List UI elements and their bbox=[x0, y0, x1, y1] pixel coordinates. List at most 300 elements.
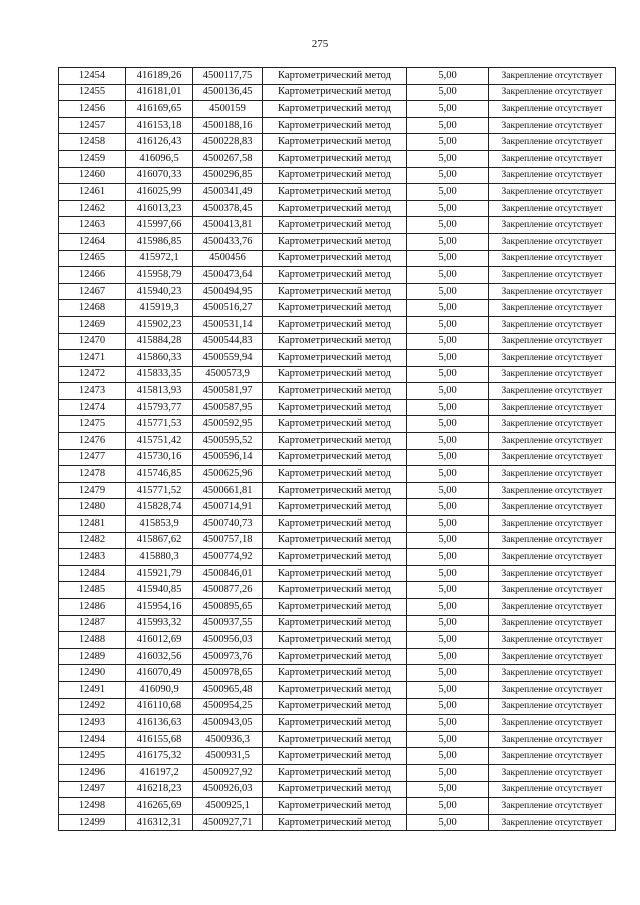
point-number-cell: 12466 bbox=[59, 267, 126, 284]
table-row bbox=[59, 217, 616, 234]
accuracy-cell: 5,00 bbox=[407, 499, 489, 516]
point-number-cell: 12481 bbox=[59, 516, 126, 533]
method-cell: Картометрический метод bbox=[263, 200, 407, 217]
y-coordinate-cell: 4500267,58 bbox=[193, 150, 263, 167]
x-coordinate-cell: 415828,74 bbox=[126, 499, 193, 516]
y-coordinate-cell: 4500136,45 bbox=[193, 84, 263, 101]
x-coordinate-cell: 415940,23 bbox=[126, 283, 193, 300]
table-row bbox=[59, 715, 616, 732]
method-cell: Картометрический метод bbox=[263, 383, 407, 400]
table-row bbox=[59, 582, 616, 599]
point-number-cell: 12490 bbox=[59, 665, 126, 682]
y-coordinate-cell: 4500188,16 bbox=[193, 117, 263, 134]
y-coordinate-cell: 4500931,5 bbox=[193, 748, 263, 765]
point-number-cell: 12485 bbox=[59, 582, 126, 599]
x-coordinate-cell: 416126,43 bbox=[126, 134, 193, 151]
y-coordinate-cell: 4500544,83 bbox=[193, 333, 263, 350]
y-coordinate-cell: 4500877,26 bbox=[193, 582, 263, 599]
point-number-cell: 12472 bbox=[59, 366, 126, 383]
accuracy-cell: 5,00 bbox=[407, 748, 489, 765]
point-number-cell: 12454 bbox=[59, 68, 126, 85]
fixing-description-cell: Закрепление отсутствует bbox=[489, 350, 616, 367]
accuracy-cell: 5,00 bbox=[407, 233, 489, 250]
accuracy-cell: 5,00 bbox=[407, 466, 489, 483]
table-row bbox=[59, 134, 616, 151]
accuracy-cell: 5,00 bbox=[407, 764, 489, 781]
method-cell: Картометрический метод bbox=[263, 134, 407, 151]
method-cell: Картометрический метод bbox=[263, 748, 407, 765]
x-coordinate-cell: 415954,16 bbox=[126, 599, 193, 616]
point-number-cell: 12459 bbox=[59, 150, 126, 167]
x-coordinate-cell: 416189,26 bbox=[126, 68, 193, 85]
x-coordinate-cell: 415902,23 bbox=[126, 316, 193, 333]
fixing-description-cell: Закрепление отсутствует bbox=[489, 84, 616, 101]
accuracy-cell: 5,00 bbox=[407, 316, 489, 333]
point-number-cell: 12458 bbox=[59, 134, 126, 151]
fixing-description-cell: Закрепление отсутствует bbox=[489, 101, 616, 118]
y-coordinate-cell: 4500581,97 bbox=[193, 383, 263, 400]
point-number-cell: 12492 bbox=[59, 698, 126, 715]
method-cell: Картометрический метод bbox=[263, 698, 407, 715]
accuracy-cell: 5,00 bbox=[407, 117, 489, 134]
y-coordinate-cell: 4500228,83 bbox=[193, 134, 263, 151]
x-coordinate-cell: 416265,69 bbox=[126, 798, 193, 815]
table-row bbox=[59, 267, 616, 284]
fixing-description-cell: Закрепление отсутствует bbox=[489, 167, 616, 184]
x-coordinate-cell: 416175,32 bbox=[126, 748, 193, 765]
fixing-description-cell: Закрепление отсутствует bbox=[489, 748, 616, 765]
table-row bbox=[59, 449, 616, 466]
method-cell: Картометрический метод bbox=[263, 283, 407, 300]
table-row bbox=[59, 68, 616, 85]
method-cell: Картометрический метод bbox=[263, 150, 407, 167]
fixing-description-cell: Закрепление отсутствует bbox=[489, 150, 616, 167]
x-coordinate-cell: 415867,62 bbox=[126, 532, 193, 549]
table-row bbox=[59, 150, 616, 167]
point-number-cell: 12496 bbox=[59, 764, 126, 781]
y-coordinate-cell: 4500573,9 bbox=[193, 366, 263, 383]
fixing-description-cell: Закрепление отсутствует bbox=[489, 416, 616, 433]
accuracy-cell: 5,00 bbox=[407, 632, 489, 649]
y-coordinate-cell: 4500978,65 bbox=[193, 665, 263, 682]
fixing-description-cell: Закрепление отсутствует bbox=[489, 250, 616, 267]
point-number-cell: 12457 bbox=[59, 117, 126, 134]
fixing-description-cell: Закрепление отсутствует bbox=[489, 565, 616, 582]
method-cell: Картометрический метод bbox=[263, 333, 407, 350]
x-coordinate-cell: 415972,1 bbox=[126, 250, 193, 267]
method-cell: Картометрический метод bbox=[263, 101, 407, 118]
fixing-description-cell: Закрепление отсутствует bbox=[489, 184, 616, 201]
x-coordinate-cell: 415986,85 bbox=[126, 233, 193, 250]
method-cell: Картометрический метод bbox=[263, 781, 407, 798]
table-row bbox=[59, 565, 616, 582]
point-number-cell: 12474 bbox=[59, 399, 126, 416]
method-cell: Картометрический метод bbox=[263, 267, 407, 284]
point-number-cell: 12468 bbox=[59, 300, 126, 317]
method-cell: Картометрический метод bbox=[263, 250, 407, 267]
method-cell: Картометрический метод bbox=[263, 482, 407, 499]
accuracy-cell: 5,00 bbox=[407, 532, 489, 549]
fixing-description-cell: Закрепление отсутствует bbox=[489, 466, 616, 483]
point-number-cell: 12470 bbox=[59, 333, 126, 350]
x-coordinate-cell: 416013,23 bbox=[126, 200, 193, 217]
y-coordinate-cell: 4500965,48 bbox=[193, 681, 263, 698]
x-coordinate-cell: 415997,66 bbox=[126, 217, 193, 234]
table-row bbox=[59, 814, 616, 831]
table-row bbox=[59, 433, 616, 450]
table-row bbox=[59, 632, 616, 649]
y-coordinate-cell: 4500936,3 bbox=[193, 731, 263, 748]
point-number-cell: 12491 bbox=[59, 681, 126, 698]
point-number-cell: 12460 bbox=[59, 167, 126, 184]
y-coordinate-cell: 4500494,95 bbox=[193, 283, 263, 300]
x-coordinate-cell: 416218,23 bbox=[126, 781, 193, 798]
y-coordinate-cell: 4500587,95 bbox=[193, 399, 263, 416]
accuracy-cell: 5,00 bbox=[407, 516, 489, 533]
y-coordinate-cell: 4500531,14 bbox=[193, 316, 263, 333]
table-row bbox=[59, 698, 616, 715]
table-row bbox=[59, 233, 616, 250]
accuracy-cell: 5,00 bbox=[407, 582, 489, 599]
accuracy-cell: 5,00 bbox=[407, 433, 489, 450]
x-coordinate-cell: 416070,49 bbox=[126, 665, 193, 682]
table-row bbox=[59, 798, 616, 815]
accuracy-cell: 5,00 bbox=[407, 599, 489, 616]
x-coordinate-cell: 415860,33 bbox=[126, 350, 193, 367]
accuracy-cell: 5,00 bbox=[407, 184, 489, 201]
x-coordinate-cell: 416032,56 bbox=[126, 648, 193, 665]
accuracy-cell: 5,00 bbox=[407, 731, 489, 748]
y-coordinate-cell: 4500943,05 bbox=[193, 715, 263, 732]
accuracy-cell: 5,00 bbox=[407, 449, 489, 466]
x-coordinate-cell: 415921,79 bbox=[126, 565, 193, 582]
point-number-cell: 12480 bbox=[59, 499, 126, 516]
table-row bbox=[59, 681, 616, 698]
fixing-description-cell: Закрепление отсутствует bbox=[489, 814, 616, 831]
fixing-description-cell: Закрепление отсутствует bbox=[489, 233, 616, 250]
table-row bbox=[59, 532, 616, 549]
x-coordinate-cell: 415958,79 bbox=[126, 267, 193, 284]
fixing-description-cell: Закрепление отсутствует bbox=[489, 549, 616, 566]
y-coordinate-cell: 4500937,55 bbox=[193, 615, 263, 632]
coordinates-table bbox=[58, 67, 616, 831]
y-coordinate-cell: 4500846,01 bbox=[193, 565, 263, 582]
table-row bbox=[59, 383, 616, 400]
fixing-description-cell: Закрепление отсутствует bbox=[489, 648, 616, 665]
x-coordinate-cell: 416136,63 bbox=[126, 715, 193, 732]
point-number-cell: 12461 bbox=[59, 184, 126, 201]
y-coordinate-cell: 4500956,03 bbox=[193, 632, 263, 649]
fixing-description-cell: Закрепление отсутствует bbox=[489, 68, 616, 85]
page-number: 275 bbox=[311, 38, 329, 50]
table-row bbox=[59, 101, 616, 118]
accuracy-cell: 5,00 bbox=[407, 482, 489, 499]
method-cell: Картометрический метод bbox=[263, 665, 407, 682]
x-coordinate-cell: 415880,3 bbox=[126, 549, 193, 566]
point-number-cell: 12478 bbox=[59, 466, 126, 483]
accuracy-cell: 5,00 bbox=[407, 150, 489, 167]
table-row bbox=[59, 665, 616, 682]
y-coordinate-cell: 4500559,94 bbox=[193, 350, 263, 367]
fixing-description-cell: Закрепление отсутствует bbox=[489, 532, 616, 549]
accuracy-cell: 5,00 bbox=[407, 333, 489, 350]
y-coordinate-cell: 4500516,27 bbox=[193, 300, 263, 317]
table-row bbox=[59, 283, 616, 300]
method-cell: Картометрический метод bbox=[263, 68, 407, 85]
table-row bbox=[59, 731, 616, 748]
method-cell: Картометрический метод bbox=[263, 798, 407, 815]
table-row bbox=[59, 366, 616, 383]
method-cell: Картометрический метод bbox=[263, 532, 407, 549]
point-number-cell: 12489 bbox=[59, 648, 126, 665]
y-coordinate-cell: 4500413,81 bbox=[193, 217, 263, 234]
x-coordinate-cell: 416090,9 bbox=[126, 681, 193, 698]
accuracy-cell: 5,00 bbox=[407, 134, 489, 151]
point-number-cell: 12471 bbox=[59, 350, 126, 367]
method-cell: Картометрический метод bbox=[263, 731, 407, 748]
x-coordinate-cell: 415940,85 bbox=[126, 582, 193, 599]
table-row bbox=[59, 549, 616, 566]
point-number-cell: 12483 bbox=[59, 549, 126, 566]
accuracy-cell: 5,00 bbox=[407, 665, 489, 682]
point-number-cell: 12467 bbox=[59, 283, 126, 300]
table-row bbox=[59, 516, 616, 533]
point-number-cell: 12456 bbox=[59, 101, 126, 118]
fixing-description-cell: Закрепление отсутствует bbox=[489, 681, 616, 698]
accuracy-cell: 5,00 bbox=[407, 200, 489, 217]
fixing-description-cell: Закрепление отсутствует bbox=[489, 267, 616, 284]
point-number-cell: 12487 bbox=[59, 615, 126, 632]
y-coordinate-cell: 4500159 bbox=[193, 101, 263, 118]
y-coordinate-cell: 4500625,96 bbox=[193, 466, 263, 483]
point-number-cell: 12499 bbox=[59, 814, 126, 831]
method-cell: Картометрический метод bbox=[263, 715, 407, 732]
x-coordinate-cell: 415993,32 bbox=[126, 615, 193, 632]
point-number-cell: 12486 bbox=[59, 599, 126, 616]
method-cell: Картометрический метод bbox=[263, 599, 407, 616]
point-number-cell: 12497 bbox=[59, 781, 126, 798]
table-row bbox=[59, 333, 616, 350]
x-coordinate-cell: 415771,52 bbox=[126, 482, 193, 499]
method-cell: Картометрический метод bbox=[263, 233, 407, 250]
method-cell: Картометрический метод bbox=[263, 84, 407, 101]
accuracy-cell: 5,00 bbox=[407, 399, 489, 416]
accuracy-cell: 5,00 bbox=[407, 383, 489, 400]
fixing-description-cell: Закрепление отсутствует bbox=[489, 482, 616, 499]
method-cell: Картометрический метод bbox=[263, 814, 407, 831]
method-cell: Картометрический метод bbox=[263, 516, 407, 533]
table-row bbox=[59, 200, 616, 217]
fixing-description-cell: Закрепление отсутствует bbox=[489, 731, 616, 748]
x-coordinate-cell: 415919,3 bbox=[126, 300, 193, 317]
fixing-description-cell: Закрепление отсутствует bbox=[489, 665, 616, 682]
accuracy-cell: 5,00 bbox=[407, 814, 489, 831]
table-row bbox=[59, 764, 616, 781]
table-row bbox=[59, 648, 616, 665]
accuracy-cell: 5,00 bbox=[407, 300, 489, 317]
table-row bbox=[59, 167, 616, 184]
fixing-description-cell: Закрепление отсутствует bbox=[489, 383, 616, 400]
point-number-cell: 12476 bbox=[59, 433, 126, 450]
x-coordinate-cell: 415833,35 bbox=[126, 366, 193, 383]
x-coordinate-cell: 415853,9 bbox=[126, 516, 193, 533]
method-cell: Картометрический метод bbox=[263, 549, 407, 566]
accuracy-cell: 5,00 bbox=[407, 217, 489, 234]
point-number-cell: 12455 bbox=[59, 84, 126, 101]
table-row bbox=[59, 466, 616, 483]
y-coordinate-cell: 4500740,73 bbox=[193, 516, 263, 533]
fixing-description-cell: Закрепление отсутствует bbox=[489, 316, 616, 333]
table-row bbox=[59, 117, 616, 134]
y-coordinate-cell: 4500296,85 bbox=[193, 167, 263, 184]
y-coordinate-cell: 4500341,49 bbox=[193, 184, 263, 201]
fixing-description-cell: Закрепление отсутствует bbox=[489, 781, 616, 798]
table-row bbox=[59, 416, 616, 433]
table-row bbox=[59, 84, 616, 101]
x-coordinate-cell: 415813,93 bbox=[126, 383, 193, 400]
accuracy-cell: 5,00 bbox=[407, 681, 489, 698]
accuracy-cell: 5,00 bbox=[407, 648, 489, 665]
fixing-description-cell: Закрепление отсутствует bbox=[489, 283, 616, 300]
point-number-cell: 12484 bbox=[59, 565, 126, 582]
y-coordinate-cell: 4500973,76 bbox=[193, 648, 263, 665]
table-row bbox=[59, 316, 616, 333]
point-number-cell: 12465 bbox=[59, 250, 126, 267]
table-row bbox=[59, 599, 616, 616]
x-coordinate-cell: 415746,85 bbox=[126, 466, 193, 483]
method-cell: Картометрический метод bbox=[263, 499, 407, 516]
y-coordinate-cell: 4500926,03 bbox=[193, 781, 263, 798]
accuracy-cell: 5,00 bbox=[407, 350, 489, 367]
y-coordinate-cell: 4500714,91 bbox=[193, 499, 263, 516]
accuracy-cell: 5,00 bbox=[407, 167, 489, 184]
accuracy-cell: 5,00 bbox=[407, 366, 489, 383]
method-cell: Картометрический метод bbox=[263, 582, 407, 599]
accuracy-cell: 5,00 bbox=[407, 565, 489, 582]
y-coordinate-cell: 4500661,81 bbox=[193, 482, 263, 499]
x-coordinate-cell: 416096,5 bbox=[126, 150, 193, 167]
accuracy-cell: 5,00 bbox=[407, 267, 489, 284]
accuracy-cell: 5,00 bbox=[407, 68, 489, 85]
table-row bbox=[59, 250, 616, 267]
fixing-description-cell: Закрепление отсутствует bbox=[489, 632, 616, 649]
fixing-description-cell: Закрепление отсутствует bbox=[489, 698, 616, 715]
fixing-description-cell: Закрепление отсутствует bbox=[489, 399, 616, 416]
table-row bbox=[59, 499, 616, 516]
point-number-cell: 12482 bbox=[59, 532, 126, 549]
accuracy-cell: 5,00 bbox=[407, 84, 489, 101]
table-row bbox=[59, 399, 616, 416]
table-row bbox=[59, 184, 616, 201]
x-coordinate-cell: 416025,99 bbox=[126, 184, 193, 201]
point-number-cell: 12477 bbox=[59, 449, 126, 466]
y-coordinate-cell: 4500378,45 bbox=[193, 200, 263, 217]
point-number-cell: 12494 bbox=[59, 731, 126, 748]
point-number-cell: 12498 bbox=[59, 798, 126, 815]
coordinates-table-body bbox=[59, 68, 616, 831]
table-row bbox=[59, 748, 616, 765]
method-cell: Картометрический метод bbox=[263, 167, 407, 184]
point-number-cell: 12488 bbox=[59, 632, 126, 649]
x-coordinate-cell: 415884,28 bbox=[126, 333, 193, 350]
x-coordinate-cell: 415751,42 bbox=[126, 433, 193, 450]
y-coordinate-cell: 4500592,95 bbox=[193, 416, 263, 433]
accuracy-cell: 5,00 bbox=[407, 283, 489, 300]
method-cell: Картометрический метод bbox=[263, 117, 407, 134]
fixing-description-cell: Закрепление отсутствует bbox=[489, 449, 616, 466]
y-coordinate-cell: 4500925,1 bbox=[193, 798, 263, 815]
y-coordinate-cell: 4500774,92 bbox=[193, 549, 263, 566]
x-coordinate-cell: 416012,69 bbox=[126, 632, 193, 649]
fixing-description-cell: Закрепление отсутствует bbox=[489, 798, 616, 815]
method-cell: Картометрический метод bbox=[263, 615, 407, 632]
method-cell: Картометрический метод bbox=[263, 300, 407, 317]
x-coordinate-cell: 416153,18 bbox=[126, 117, 193, 134]
accuracy-cell: 5,00 bbox=[407, 101, 489, 118]
y-coordinate-cell: 4500927,92 bbox=[193, 764, 263, 781]
method-cell: Картометрический метод bbox=[263, 466, 407, 483]
fixing-description-cell: Закрепление отсутствует bbox=[489, 134, 616, 151]
method-cell: Картометрический метод bbox=[263, 433, 407, 450]
point-number-cell: 12464 bbox=[59, 233, 126, 250]
x-coordinate-cell: 416181,01 bbox=[126, 84, 193, 101]
method-cell: Картометрический метод bbox=[263, 565, 407, 582]
table-row bbox=[59, 781, 616, 798]
x-coordinate-cell: 415771,53 bbox=[126, 416, 193, 433]
fixing-description-cell: Закрепление отсутствует bbox=[489, 599, 616, 616]
method-cell: Картометрический метод bbox=[263, 316, 407, 333]
method-cell: Картометрический метод bbox=[263, 416, 407, 433]
fixing-description-cell: Закрепление отсутствует bbox=[489, 433, 616, 450]
y-coordinate-cell: 4500927,71 bbox=[193, 814, 263, 831]
fixing-description-cell: Закрепление отсутствует bbox=[489, 200, 616, 217]
point-number-cell: 12495 bbox=[59, 748, 126, 765]
fixing-description-cell: Закрепление отсутствует bbox=[489, 582, 616, 599]
y-coordinate-cell: 4500595,52 bbox=[193, 433, 263, 450]
x-coordinate-cell: 416169,65 bbox=[126, 101, 193, 118]
y-coordinate-cell: 4500954,25 bbox=[193, 698, 263, 715]
accuracy-cell: 5,00 bbox=[407, 698, 489, 715]
point-number-cell: 12473 bbox=[59, 383, 126, 400]
fixing-description-cell: Закрепление отсутствует bbox=[489, 333, 616, 350]
y-coordinate-cell: 4500456 bbox=[193, 250, 263, 267]
accuracy-cell: 5,00 bbox=[407, 549, 489, 566]
y-coordinate-cell: 4500757,18 bbox=[193, 532, 263, 549]
fixing-description-cell: Закрепление отсутствует bbox=[489, 516, 616, 533]
method-cell: Картометрический метод bbox=[263, 366, 407, 383]
accuracy-cell: 5,00 bbox=[407, 781, 489, 798]
method-cell: Картометрический метод bbox=[263, 399, 407, 416]
fixing-description-cell: Закрепление отсутствует bbox=[489, 300, 616, 317]
fixing-description-cell: Закрепление отсутствует bbox=[489, 499, 616, 516]
fixing-description-cell: Закрепление отсутствует bbox=[489, 715, 616, 732]
method-cell: Картометрический метод bbox=[263, 449, 407, 466]
x-coordinate-cell: 416312,31 bbox=[126, 814, 193, 831]
fixing-description-cell: Закрепление отсутствует bbox=[489, 615, 616, 632]
point-number-cell: 12462 bbox=[59, 200, 126, 217]
point-number-cell: 12493 bbox=[59, 715, 126, 732]
point-number-cell: 12469 bbox=[59, 316, 126, 333]
accuracy-cell: 5,00 bbox=[407, 615, 489, 632]
x-coordinate-cell: 415730,16 bbox=[126, 449, 193, 466]
accuracy-cell: 5,00 bbox=[407, 250, 489, 267]
x-coordinate-cell: 415793,77 bbox=[126, 399, 193, 416]
table-row bbox=[59, 482, 616, 499]
y-coordinate-cell: 4500596,14 bbox=[193, 449, 263, 466]
fixing-description-cell: Закрепление отсутствует bbox=[489, 117, 616, 134]
y-coordinate-cell: 4500117,75 bbox=[193, 68, 263, 85]
point-number-cell: 12475 bbox=[59, 416, 126, 433]
